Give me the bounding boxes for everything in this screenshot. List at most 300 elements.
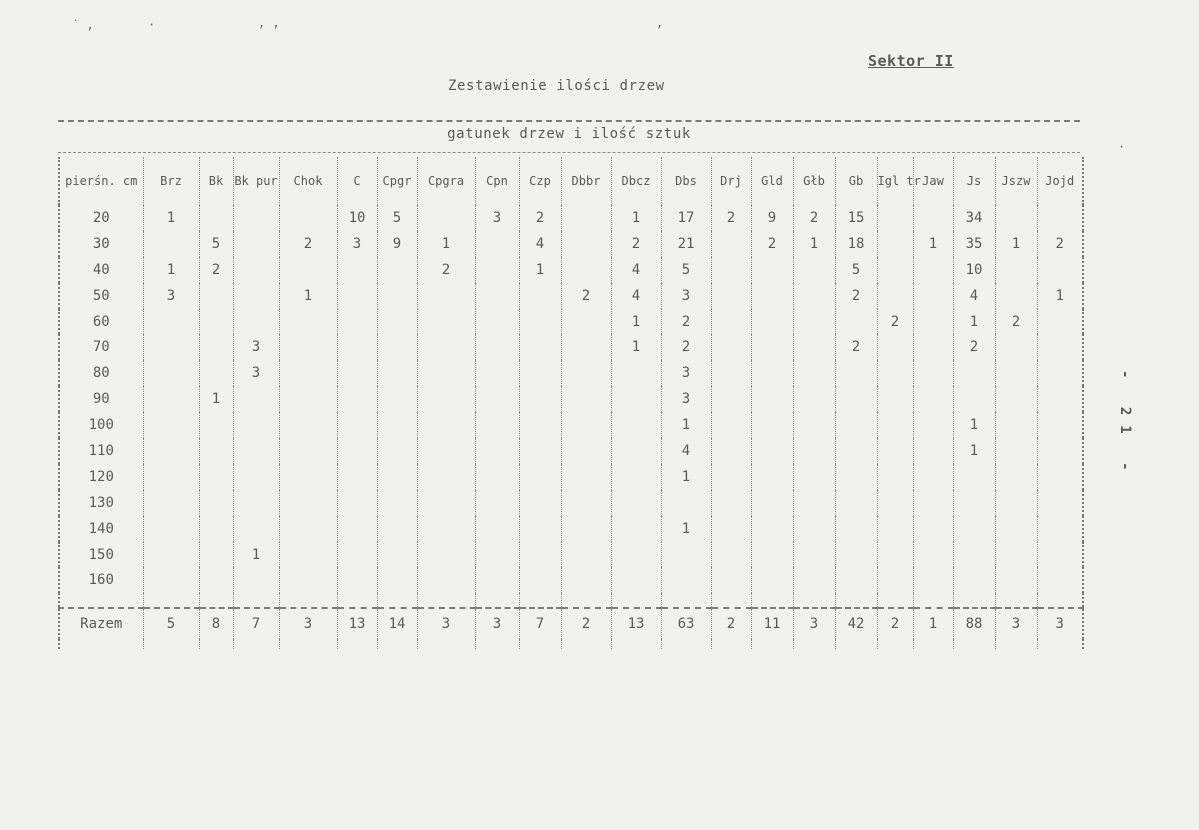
count-cell <box>279 205 337 231</box>
spacer-cell <box>913 639 953 649</box>
count-cell <box>417 386 475 412</box>
table-row <box>59 257 1083 283</box>
count-cell <box>143 490 199 516</box>
count-cell <box>475 516 519 542</box>
count-cell <box>751 438 793 464</box>
count-cell <box>835 438 877 464</box>
count-cell <box>995 542 1037 568</box>
count-cell <box>711 386 751 412</box>
count-cell <box>199 567 233 593</box>
count-cell <box>233 516 279 542</box>
spacer-cell <box>661 593 711 608</box>
count-cell <box>611 464 661 490</box>
count-cell <box>953 386 995 412</box>
spacer-cell <box>59 593 143 608</box>
count-cell <box>877 516 913 542</box>
count-cell: 1 <box>199 386 233 412</box>
count-cell <box>143 386 199 412</box>
count-cell <box>995 334 1037 360</box>
count-cell <box>711 412 751 438</box>
spacer-cell <box>793 639 835 649</box>
count-cell <box>143 542 199 568</box>
diameter-cell: 30 <box>59 231 143 257</box>
table-header-row <box>59 157 1083 205</box>
count-cell <box>337 490 377 516</box>
spacer-cell <box>143 639 199 649</box>
count-cell <box>233 283 279 309</box>
table-row <box>59 231 1083 257</box>
column-header-species: Cpgr <box>377 157 417 205</box>
count-cell <box>1037 360 1083 386</box>
count-cell <box>199 464 233 490</box>
count-cell <box>279 257 337 283</box>
count-cell <box>995 567 1037 593</box>
count-cell <box>877 438 913 464</box>
count-cell <box>1037 490 1083 516</box>
diameter-cell: 140 <box>59 516 143 542</box>
count-cell: 1 <box>1037 283 1083 309</box>
count-cell <box>611 438 661 464</box>
count-cell <box>561 412 611 438</box>
total-cell: 14 <box>377 608 417 639</box>
column-header-species: Głb <box>793 157 835 205</box>
sector-label: Sektor II <box>868 52 954 70</box>
spacer-cell <box>1037 639 1083 649</box>
count-cell <box>877 386 913 412</box>
group-header: gatunek drzew i ilość sztuk <box>447 126 691 142</box>
count-cell: 2 <box>751 231 793 257</box>
diameter-cell: 120 <box>59 464 143 490</box>
count-cell: 3 <box>661 386 711 412</box>
count-cell <box>377 386 417 412</box>
count-cell: 4 <box>519 231 561 257</box>
count-cell <box>377 516 417 542</box>
total-cell: 3 <box>475 608 519 639</box>
count-cell <box>877 490 913 516</box>
column-header-species: Cpn <box>475 157 519 205</box>
count-cell <box>417 360 475 386</box>
count-cell <box>561 257 611 283</box>
column-header-species: Brz <box>143 157 199 205</box>
spacer-cell <box>953 639 995 649</box>
count-cell <box>475 412 519 438</box>
count-cell <box>995 360 1037 386</box>
column-header-species: Jojd <box>1037 157 1083 205</box>
count-cell <box>337 257 377 283</box>
spacer-cell <box>913 593 953 608</box>
ink-speck: · <box>1118 140 1126 154</box>
count-cell <box>711 516 751 542</box>
count-cell: 2 <box>793 205 835 231</box>
count-cell <box>337 309 377 335</box>
count-cell <box>877 231 913 257</box>
count-cell <box>519 567 561 593</box>
count-cell: 2 <box>995 309 1037 335</box>
count-cell <box>417 516 475 542</box>
count-cell <box>835 360 877 386</box>
total-cell: 2 <box>561 608 611 639</box>
count-cell: 2 <box>953 334 995 360</box>
count-cell <box>877 283 913 309</box>
count-cell <box>711 257 751 283</box>
count-cell <box>475 334 519 360</box>
count-cell <box>793 283 835 309</box>
count-cell: 18 <box>835 231 877 257</box>
spacer-cell <box>835 639 877 649</box>
count-cell <box>913 567 953 593</box>
count-cell <box>561 438 611 464</box>
diameter-cell: 90 <box>59 386 143 412</box>
count-cell <box>711 360 751 386</box>
spacer-cell <box>143 593 199 608</box>
count-cell <box>793 542 835 568</box>
count-cell <box>561 334 611 360</box>
count-cell: 21 <box>661 231 711 257</box>
ink-speck: , <box>656 16 664 30</box>
count-cell <box>751 257 793 283</box>
count-cell <box>475 464 519 490</box>
count-cell <box>475 490 519 516</box>
count-cell <box>337 542 377 568</box>
diameter-cell: 100 <box>59 412 143 438</box>
total-cell: 63 <box>661 608 711 639</box>
table-row <box>59 205 1083 231</box>
count-cell <box>337 464 377 490</box>
table-row <box>59 334 1083 360</box>
count-cell <box>611 516 661 542</box>
count-cell: 10 <box>953 257 995 283</box>
count-cell <box>233 257 279 283</box>
count-cell <box>793 464 835 490</box>
spacer-cell <box>475 639 519 649</box>
count-cell <box>835 412 877 438</box>
diameter-cell: 160 <box>59 567 143 593</box>
count-cell <box>475 438 519 464</box>
count-cell <box>913 205 953 231</box>
count-cell: 5 <box>835 257 877 283</box>
table-row <box>59 386 1083 412</box>
count-cell <box>1037 516 1083 542</box>
count-cell <box>793 516 835 542</box>
count-cell: 1 <box>995 231 1037 257</box>
spacer-cell <box>279 593 337 608</box>
count-cell <box>377 412 417 438</box>
count-cell <box>995 516 1037 542</box>
count-cell: 9 <box>751 205 793 231</box>
count-cell <box>199 542 233 568</box>
count-cell <box>377 334 417 360</box>
spacer-cell <box>377 639 417 649</box>
count-cell <box>995 412 1037 438</box>
count-cell <box>199 360 233 386</box>
count-cell <box>711 542 751 568</box>
count-cell <box>279 567 337 593</box>
count-cell <box>1037 205 1083 231</box>
count-cell <box>143 309 199 335</box>
column-header-diameter: pierśn. cm <box>59 157 143 205</box>
count-cell <box>877 334 913 360</box>
count-cell <box>953 464 995 490</box>
count-cell <box>751 334 793 360</box>
count-cell <box>143 567 199 593</box>
count-cell <box>711 490 751 516</box>
table-row <box>59 464 1083 490</box>
count-cell: 2 <box>417 257 475 283</box>
spacer-cell <box>1037 593 1083 608</box>
count-cell <box>877 542 913 568</box>
count-cell: 1 <box>611 309 661 335</box>
spacer-cell <box>199 593 233 608</box>
count-cell <box>913 309 953 335</box>
count-cell: 5 <box>377 205 417 231</box>
column-header-species: Czp <box>519 157 561 205</box>
count-cell <box>377 490 417 516</box>
count-cell <box>835 309 877 335</box>
count-cell <box>417 205 475 231</box>
header-rule <box>58 152 1080 153</box>
count-cell <box>519 283 561 309</box>
count-cell <box>279 490 337 516</box>
count-cell <box>1037 567 1083 593</box>
count-cell <box>143 360 199 386</box>
column-header-species: Igl tr <box>877 157 913 205</box>
count-cell: 2 <box>711 205 751 231</box>
spacer-cell <box>995 593 1037 608</box>
total-cell: 13 <box>337 608 377 639</box>
count-cell <box>337 386 377 412</box>
count-cell: 2 <box>661 309 711 335</box>
count-cell: 3 <box>143 283 199 309</box>
count-cell <box>913 438 953 464</box>
count-cell <box>877 412 913 438</box>
count-cell <box>835 516 877 542</box>
spacer-cell <box>751 593 793 608</box>
count-cell <box>143 464 199 490</box>
spacer-cell <box>561 639 611 649</box>
count-cell <box>913 464 953 490</box>
count-cell <box>913 360 953 386</box>
count-cell <box>995 464 1037 490</box>
count-cell: 10 <box>337 205 377 231</box>
diameter-cell: 60 <box>59 309 143 335</box>
count-cell <box>835 386 877 412</box>
count-cell: 4 <box>953 283 995 309</box>
count-cell <box>1037 334 1083 360</box>
column-header-species: Dbs <box>661 157 711 205</box>
ink-speck: , ‚ <box>258 16 280 30</box>
diameter-cell: 70 <box>59 334 143 360</box>
count-cell <box>143 231 199 257</box>
count-cell: 1 <box>661 412 711 438</box>
count-cell: 2 <box>561 283 611 309</box>
count-cell <box>1037 464 1083 490</box>
count-cell <box>835 464 877 490</box>
count-cell <box>913 283 953 309</box>
count-cell: 35 <box>953 231 995 257</box>
table-row <box>59 412 1083 438</box>
count-cell <box>995 386 1037 412</box>
count-cell <box>793 412 835 438</box>
total-cell: 3 <box>1037 608 1083 639</box>
count-cell <box>561 464 611 490</box>
table-row <box>59 490 1083 516</box>
count-cell <box>337 438 377 464</box>
count-cell <box>953 542 995 568</box>
spacer-cell <box>337 593 377 608</box>
count-cell <box>751 412 793 438</box>
count-cell <box>835 542 877 568</box>
spacer-row <box>59 593 1083 608</box>
count-cell: 2 <box>835 283 877 309</box>
spacer-cell <box>751 639 793 649</box>
count-cell <box>143 334 199 360</box>
count-cell: 1 <box>661 464 711 490</box>
count-cell <box>199 334 233 360</box>
count-cell: 9 <box>377 231 417 257</box>
count-cell <box>661 567 711 593</box>
page-number: - 21 - <box>1117 370 1133 481</box>
count-cell: 3 <box>661 360 711 386</box>
count-cell <box>233 205 279 231</box>
count-cell <box>611 567 661 593</box>
count-cell: 1 <box>143 257 199 283</box>
count-cell <box>337 283 377 309</box>
count-cell <box>661 490 711 516</box>
spacer-cell <box>417 639 475 649</box>
count-cell <box>199 516 233 542</box>
count-cell <box>711 464 751 490</box>
diameter-cell: 40 <box>59 257 143 283</box>
table-row <box>59 283 1083 309</box>
spacer-cell <box>711 639 751 649</box>
count-cell <box>279 386 337 412</box>
count-cell <box>279 438 337 464</box>
count-cell <box>279 542 337 568</box>
count-cell <box>475 542 519 568</box>
count-cell <box>199 438 233 464</box>
count-cell <box>561 386 611 412</box>
spacer-cell <box>661 639 711 649</box>
count-cell <box>417 438 475 464</box>
spacer-cell <box>337 639 377 649</box>
count-cell <box>793 567 835 593</box>
total-cell: 42 <box>835 608 877 639</box>
total-cell: 1 <box>913 608 953 639</box>
column-header-species: Bk <box>199 157 233 205</box>
count-cell <box>953 516 995 542</box>
count-cell <box>751 567 793 593</box>
count-cell <box>417 334 475 360</box>
count-cell <box>877 360 913 386</box>
count-cell <box>337 516 377 542</box>
diameter-cell: 110 <box>59 438 143 464</box>
count-cell <box>377 464 417 490</box>
count-cell <box>751 516 793 542</box>
spacer-cell <box>519 593 561 608</box>
count-cell <box>711 309 751 335</box>
count-cell: 2 <box>1037 231 1083 257</box>
count-cell <box>751 542 793 568</box>
diameter-cell: 20 <box>59 205 143 231</box>
count-cell <box>475 386 519 412</box>
count-cell: 1 <box>233 542 279 568</box>
count-cell <box>561 231 611 257</box>
count-cell: 17 <box>661 205 711 231</box>
count-cell <box>711 231 751 257</box>
column-header-species: Js <box>953 157 995 205</box>
count-cell <box>519 464 561 490</box>
count-cell <box>953 360 995 386</box>
total-cell: 3 <box>417 608 475 639</box>
count-cell <box>793 309 835 335</box>
count-cell <box>199 205 233 231</box>
count-cell: 4 <box>611 283 661 309</box>
count-cell: 2 <box>519 205 561 231</box>
count-cell <box>377 438 417 464</box>
count-cell <box>561 567 611 593</box>
count-cell <box>995 438 1037 464</box>
count-cell: 1 <box>279 283 337 309</box>
count-cell <box>475 231 519 257</box>
spacer-cell <box>233 593 279 608</box>
count-cell <box>751 490 793 516</box>
count-cell <box>835 490 877 516</box>
total-cell: 3 <box>793 608 835 639</box>
count-cell <box>913 334 953 360</box>
spacer-cell <box>377 593 417 608</box>
count-cell <box>279 412 337 438</box>
count-cell: 2 <box>835 334 877 360</box>
count-cell: 1 <box>793 231 835 257</box>
column-header-species: Drj <box>711 157 751 205</box>
count-cell <box>711 567 751 593</box>
count-cell <box>611 412 661 438</box>
count-cell: 5 <box>661 257 711 283</box>
count-cell <box>337 567 377 593</box>
spacer-cell <box>611 639 661 649</box>
count-cell <box>711 334 751 360</box>
count-cell <box>233 231 279 257</box>
count-cell <box>475 283 519 309</box>
count-cell <box>279 360 337 386</box>
diameter-cell: 80 <box>59 360 143 386</box>
total-cell: 13 <box>611 608 661 639</box>
spacer-cell <box>59 639 143 649</box>
count-cell <box>835 567 877 593</box>
table-row <box>59 438 1083 464</box>
count-cell <box>199 309 233 335</box>
count-cell <box>417 283 475 309</box>
spacer-row <box>59 639 1083 649</box>
count-cell: 1 <box>913 231 953 257</box>
count-cell <box>233 438 279 464</box>
count-cell: 2 <box>611 231 661 257</box>
spacer-cell <box>417 593 475 608</box>
count-cell <box>793 334 835 360</box>
count-cell <box>377 309 417 335</box>
count-cell: 2 <box>877 309 913 335</box>
count-cell <box>913 542 953 568</box>
count-cell: 34 <box>953 205 995 231</box>
count-cell <box>995 283 1037 309</box>
count-cell: 1 <box>661 516 711 542</box>
spacer-cell <box>711 593 751 608</box>
count-cell: 1 <box>417 231 475 257</box>
count-cell: 2 <box>199 257 233 283</box>
count-cell <box>377 542 417 568</box>
spacer-cell <box>995 639 1037 649</box>
column-header-species: Jaw <box>913 157 953 205</box>
